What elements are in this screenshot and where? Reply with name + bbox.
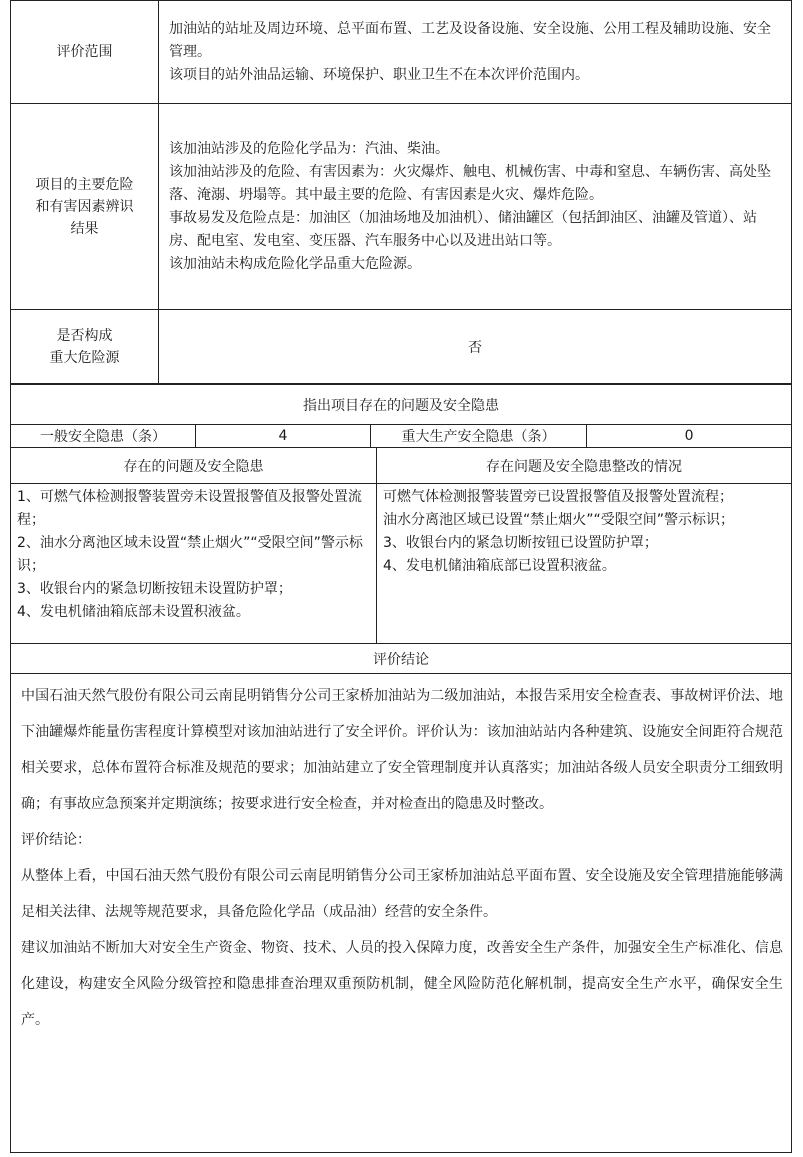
conclusion-paragraph: 中国石油天然气股份有限公司云南昆明销售分公司王家桥加油站为二级加油站，本报告采用安全检查表、事故树评价法、地下油罐爆炸能量伤害程度计算模型对该加油站进行了安全评价。评价认为：该加油站站内各种建筑、设施安全间距符合规范相关要求，总体布置符合标准及规范的要求；加油站建立了安全管理制度并认真落实；加油站各级人员安全职责分工细致明确；有事故应急预案并定期演练；按要求进行安全检查，并对检查出的隐患及时整改。 [21, 688, 784, 812]
evaluation-document [10, 0, 791, 1153]
rectification-item: 4、发电机储油箱底部已设置积液盆。 [383, 558, 616, 574]
general-hazard-label: 一般安全隐患（条） [11, 425, 196, 448]
major-hazard-row [11, 310, 792, 384]
hazards-label-line: 结果 [70, 220, 99, 237]
hazards-label [11, 104, 159, 310]
scope-line: 加油站的站址及周边环境、总平面布置、工艺及设备设施、安全设施、公用工程及辅助设施、安全管理。 [169, 20, 771, 60]
counts-row [11, 425, 792, 448]
issue-item: 2、油水分离池区域未设置“禁止烟火”“受限空间”警示标识； [17, 535, 363, 574]
hazards-line: 该加油站涉及的危险、有害因素为：火灾爆炸、触电、机械伤害、中毒和窒息、车辆伤害、高处坠落、淹溺、坍塌等。其中最主要的危险、有害因素是火灾、爆炸危险。 [169, 163, 771, 203]
conclusion-header-row [11, 644, 792, 674]
hazards-content [159, 104, 792, 310]
scope-label: 评价范围 [11, 1, 159, 104]
major-hazard-value: 否 [159, 310, 792, 384]
major-hazard-label-line: 重大危险源 [49, 349, 120, 366]
issues-right-header: 存在问题及安全隐患整改的情况 [377, 448, 792, 484]
issues-items-row [11, 484, 792, 644]
issue-item: 3、收银台内的紧急切断按钮未设置防护罩； [17, 581, 292, 597]
rectification-item: 3、收银台内的紧急切断按钮已设置防护罩； [383, 535, 658, 551]
major-hazard-label [11, 310, 159, 384]
conclusion-row [11, 674, 792, 1153]
conclusion-paragraph: 从整体上看，中国石油天然气股份有限公司云南昆明销售分公司王家桥加油站总平面布置、安全设施及安全管理措施能够满足相关法律、法规等规范要求，具备危险化学品（成品油）经营的安全条件。 [21, 868, 784, 920]
hazards-label-line: 和有害因素辨识 [35, 198, 134, 215]
conclusion-header: 评价结论 [11, 644, 792, 674]
rectification-item: 油水分离池区域已设置“禁止烟火”“受限空间”警示标识； [383, 512, 735, 528]
conclusion-subheading: 评价结论： [21, 832, 91, 848]
issues-table [10, 384, 792, 1153]
major-hazard-count-label: 重大生产安全隐患（条） [371, 425, 587, 448]
hazards-line: 该加油站涉及的危险化学品为：汽油、柴油。 [169, 140, 449, 157]
conclusion-content [11, 674, 792, 1153]
issues-left-header: 存在的问题及安全隐患 [11, 448, 377, 484]
evaluation-top-table [10, 0, 792, 384]
issue-item: 1、可燃气体检测报警装置旁未设置报警值及报警处置流程； [17, 489, 362, 528]
issues-left-list [11, 484, 377, 644]
conclusion-paragraph: 建议加油站不断加大对安全生产资金、物资、技术、人员的投入保障力度，改善安全生产条件，加强安全生产标准化、信息化建设，构建安全风险分级管控和隐患排查治理双重预防机制，健全风险防范化解机制，提高安全生产水平，确保安全生产。 [21, 940, 784, 1028]
scope-content [159, 1, 792, 104]
issues-columns-row [11, 448, 792, 484]
rectification-item: 可燃气体检测报警装置旁已设置报警值及报警处置流程； [383, 489, 733, 505]
hazards-row [11, 104, 792, 310]
issues-header-row [11, 385, 792, 425]
major-hazard-label-line: 是否构成 [56, 327, 113, 344]
hazards-line: 事故易发及危险点是：加油区（加油场地及加油机）、储油罐区（包括卸油区、油罐及管道）、站房、配电室、发电室、变压器、汽车服务中心以及进出站口等。 [169, 209, 757, 249]
issue-item: 4、发电机储油箱底部未设置积液盆。 [17, 604, 250, 620]
scope-line: 该项目的站外油品运输、环境保护、职业卫生不在本次评价范围内。 [169, 66, 589, 83]
hazards-line: 该加油站未构成危险化学品重大危险源。 [169, 255, 421, 272]
scope-row [11, 1, 792, 104]
hazards-label-line: 项目的主要危险 [35, 176, 134, 193]
issues-right-list [377, 484, 792, 644]
issues-header: 指出项目存在的问题及安全隐患 [11, 385, 792, 425]
major-hazard-count: 0 [587, 425, 792, 448]
general-hazard-count: 4 [196, 425, 371, 448]
